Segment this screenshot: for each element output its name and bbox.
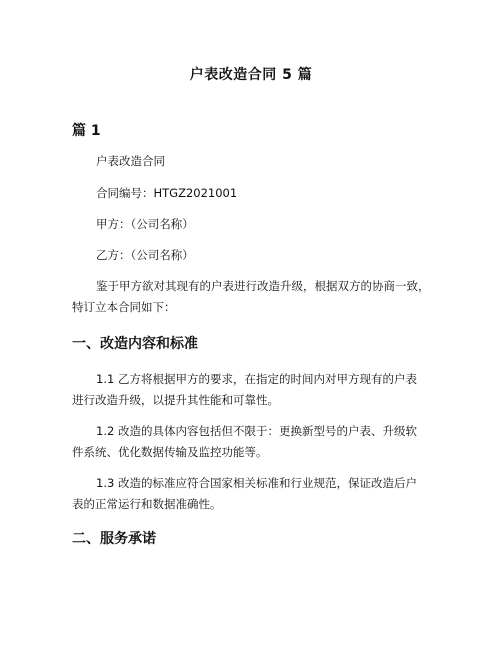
clause-1-1-line-2: 进行改造升级，以提升其性能和可靠性。 <box>72 393 279 407</box>
document-title: 户表改造合同 5 篇 <box>189 67 313 83</box>
section-heading-2: 二、服务承诺 <box>72 531 156 547</box>
clause-1-3-line-1: 1.3 改造的标准应符合国家相关标准和行业规范，保证改造后户 <box>96 476 417 490</box>
preamble-line-2: 特订立本合同如下： <box>72 300 176 314</box>
clause-1-3-line-2: 表的正常运行和数据准确性。 <box>72 497 222 511</box>
preamble-line-1: 鉴于甲方欲对其现有的户表进行改造升级，根据双方的协商一致， <box>96 279 430 293</box>
clause-1-2-line-2: 件系统、优化数据传输及监控功能等。 <box>72 445 268 459</box>
part-heading: 篇 1 <box>72 123 101 139</box>
party-a: 甲方：（公司名称） <box>96 217 194 231</box>
clause-1-2-line-1: 1.2 改造的具体内容包括但不限于：更换新型号的户表、升级软 <box>96 424 417 438</box>
party-b: 乙方：（公司名称） <box>96 248 194 262</box>
clause-1-1-line-1: 1.1 乙方将根据甲方的要求，在指定的时间内对甲方现有的户表 <box>96 372 417 386</box>
section-heading-1: 一、改造内容和标准 <box>72 336 198 352</box>
contract-number: 合同编号：HTGZ2021001 <box>96 186 238 200</box>
contract-name: 户表改造合同 <box>96 154 165 168</box>
